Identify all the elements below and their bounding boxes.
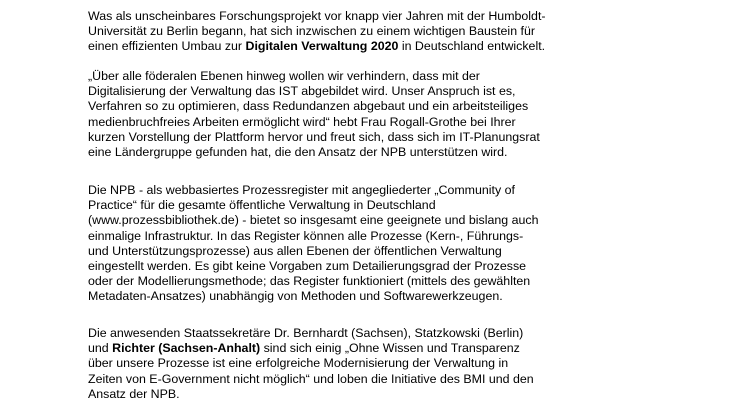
- text-line: Metadaten-Ansatzes) unabhängig von Methoden und Softwarewerkzeugen.: [88, 289, 503, 304]
- text-line: kurzen Vorstellung der Plattform hervor und freut sich, dass sich im IT-Planungsrat: [88, 129, 540, 144]
- text-segment: und: [88, 341, 113, 356]
- text-line: „Über alle föderalen Ebenen hinweg wollen wir verhindern, dass mit der: [88, 69, 480, 83]
- text-line: Digitalisierung der Verwaltung das IST abgebildet wird. Unser Anspruch ist es,: [88, 84, 516, 99]
- bold-term-richter: Richter (Sachsen-Anhalt): [112, 341, 261, 356]
- text-line: [88, 341, 534, 356]
- text-line: Was als unscheinbares Forschungsprojekt vor knapp vier Jahren mit der Humboldt-: [88, 9, 546, 23]
- text-line: [88, 39, 546, 54]
- text-line: Ansatz der NPB.: [88, 386, 180, 401]
- text-line: Zeiten von E-Government nicht möglich“ und loben die Initiative des BMI und den: [88, 371, 534, 386]
- text-line: (www.prozessbibliothek.de) - bietet so insgesamt eine geeignete und bislang auch: [88, 213, 539, 228]
- text-line: einmalige Infrastruktur. In das Register können alle Prozesse (Kern-, Führungs-: [88, 228, 524, 243]
- text-segment: sind sich einig „Ohne Wissen und Transparenz: [260, 341, 520, 356]
- text-segment: in Deutschland entwickelt.: [398, 39, 546, 54]
- text-line: Universität zu Berlin begann, hat sich inzwischen zu einem wichtigen Baustein für: [88, 24, 535, 39]
- paragraph-state-secretaries: [88, 326, 534, 402]
- text-line: Die anwesenden Staatssekretäre Dr. Bernhardt (Sachsen), Statzkowski (Berlin): [88, 326, 524, 340]
- text-line: medienbruchfreies Arbeiten ermöglicht wird“ hebt Frau Rogall-Grothe bei Ihrer: [88, 114, 516, 129]
- bold-term-digital-administration: Digitalen Verwaltung 2020: [245, 39, 399, 54]
- paragraph-npb-description: [88, 183, 538, 305]
- text-line: eingestellt werden. Es gibt keine Vorgaben zum Detailierungsgrad der Prozesse: [88, 258, 527, 273]
- text-line: Verfahren so zu optimieren, dass Redundanzen abgebaut und ein arbeitsteiliges: [88, 99, 529, 114]
- text-line: oder der Modellierungsmethode; das Register funktioniert (mittels des gewählten: [88, 274, 531, 289]
- text-line: eine Ländergruppe gefunden hat, die den Ansatz der NPB unterstützen wird.: [88, 144, 508, 159]
- paragraph-intro: [88, 9, 546, 55]
- paragraph-quote-rogall-grothe: [88, 69, 540, 160]
- text-segment: einen effizienten Umbau zur: [88, 39, 246, 54]
- text-line: Die NPB - als webbasiertes Prozessregister mit angegliederter „Community of: [88, 183, 515, 197]
- text-line: Practice“ für die gesamte öffentliche Verwaltung in Deutschland: [88, 198, 436, 213]
- text-line: über unsere Prozesse ist eine erfolgreiche Modernisierung der Verwaltung in: [88, 356, 509, 371]
- text-line: und Unterstützungsprozesse) aus allen Ebenen der öffentlichen Verwaltung: [88, 243, 502, 258]
